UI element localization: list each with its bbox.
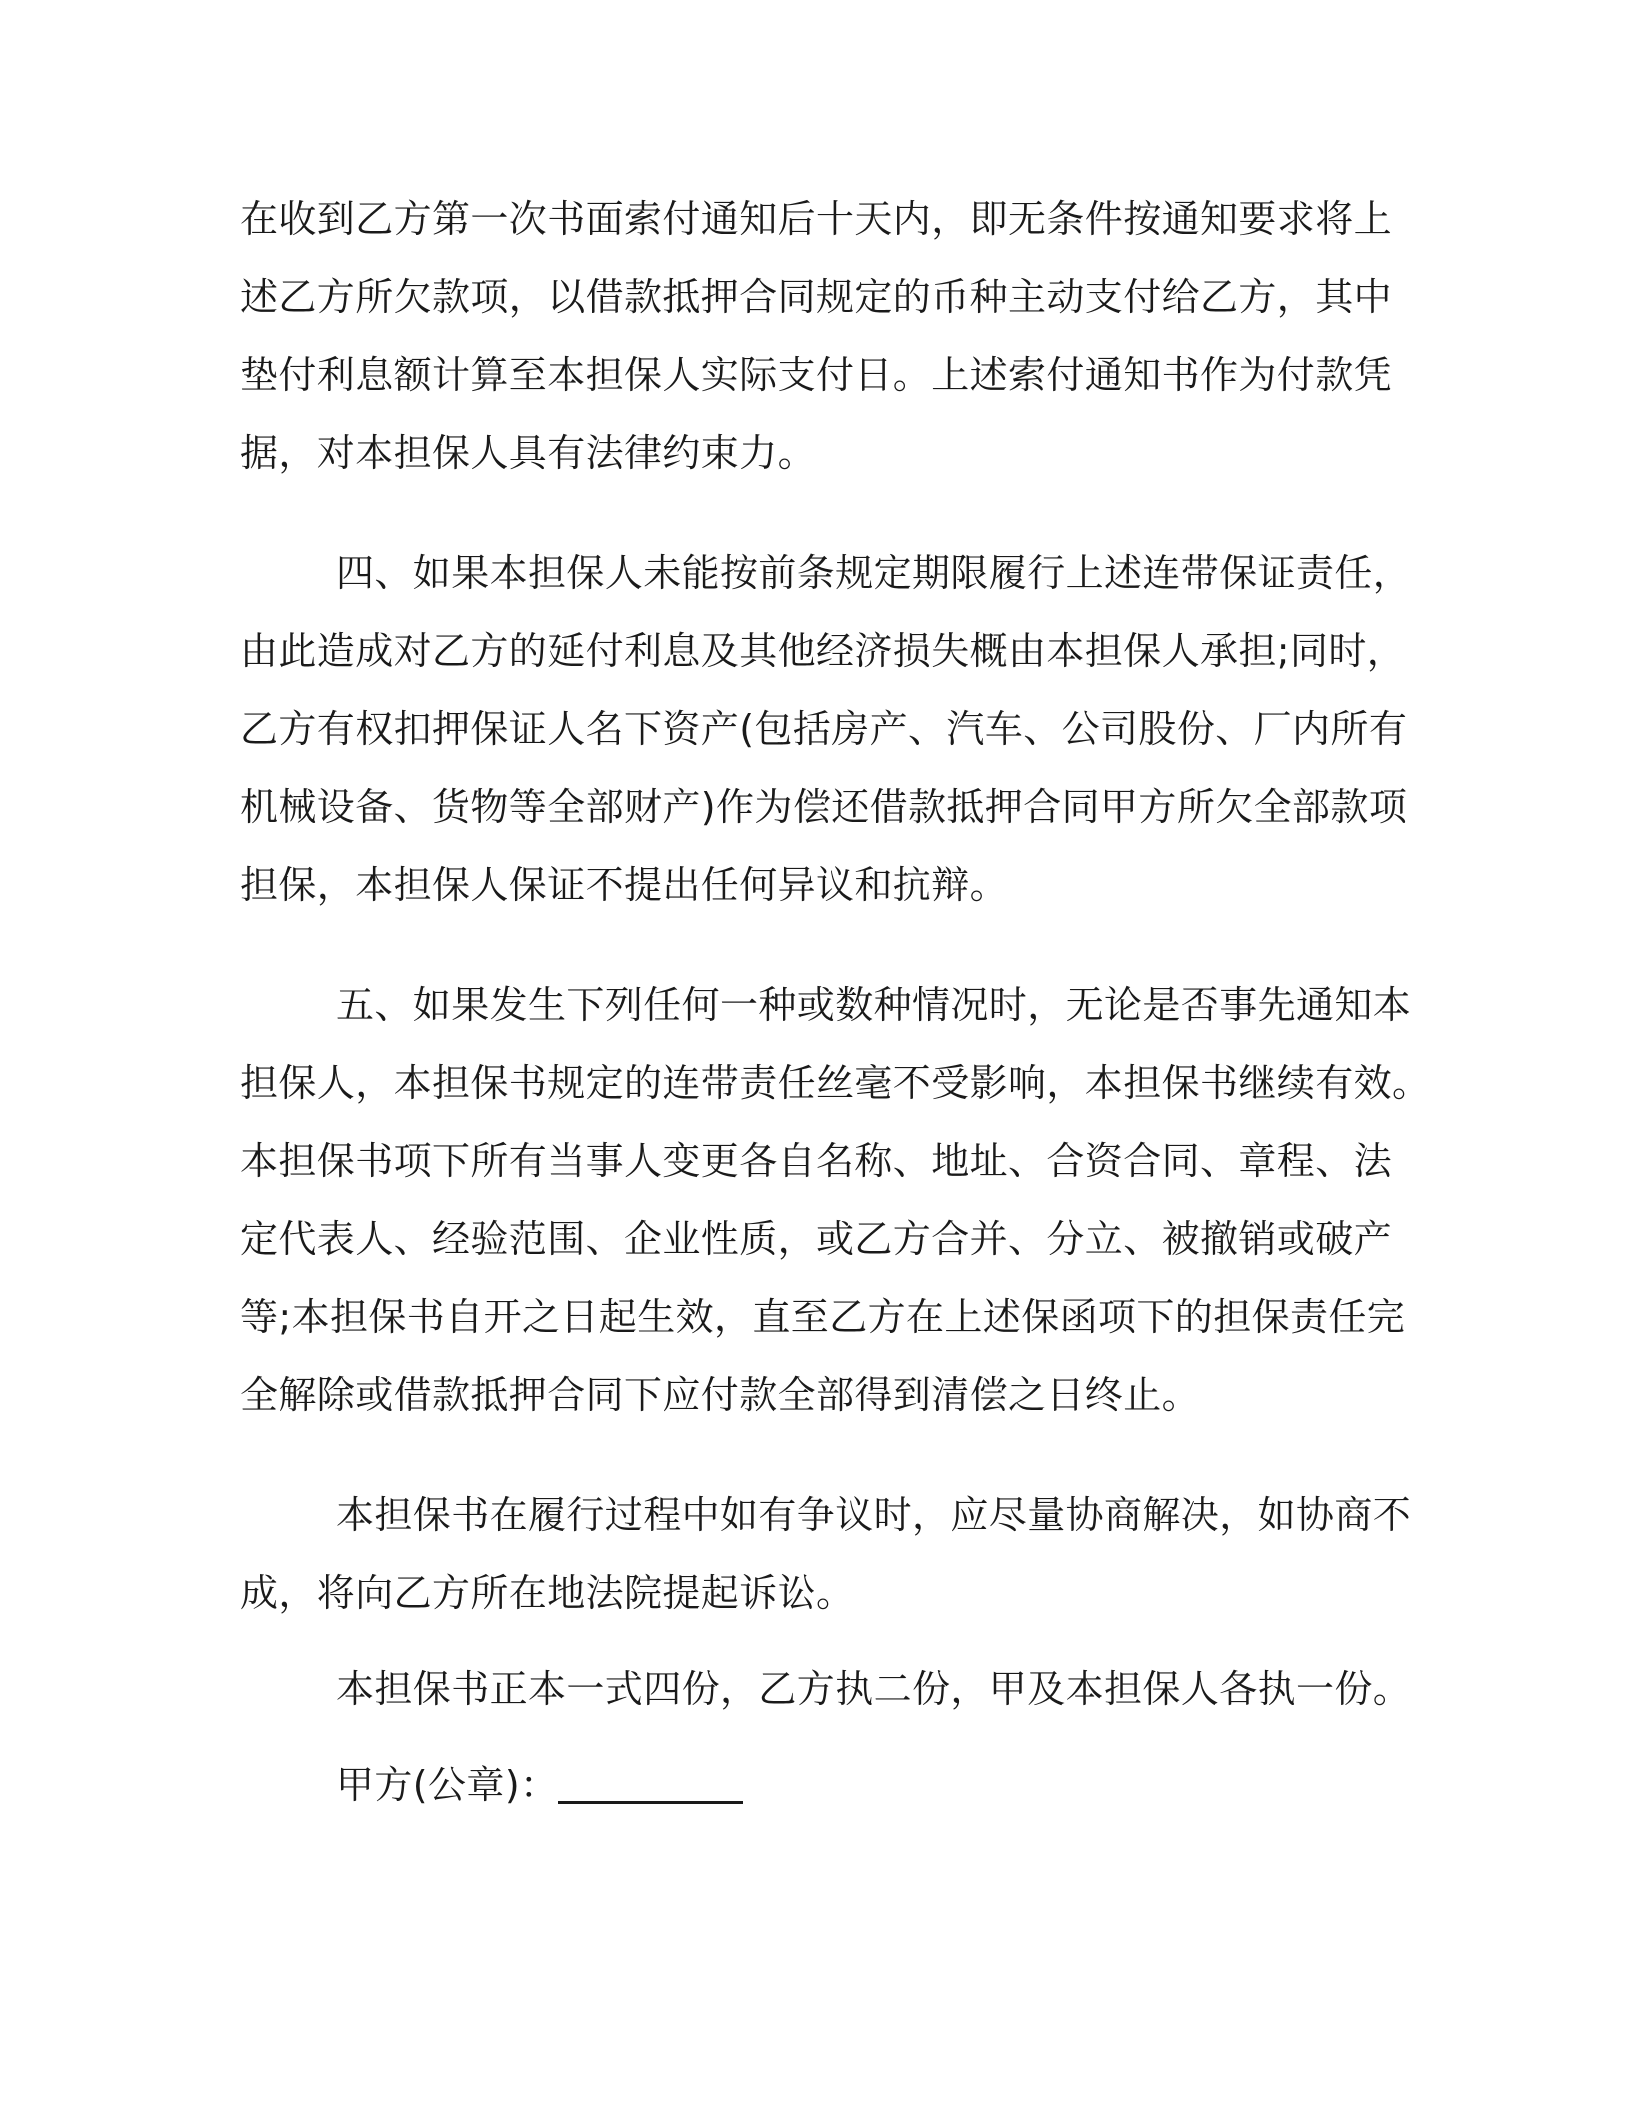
document-body <box>240 180 1431 1824</box>
signature-line <box>240 1746 1385 1824</box>
text-line: 由此造成对乙方的延付利息及其他经济损失概由本担保人承担;同时， <box>240 629 1406 673</box>
paragraph-clause-five <box>240 966 1431 1434</box>
text-line: 成，将向乙方所在地法院提起诉讼。 <box>240 1571 855 1615</box>
paragraph-dispute-resolution <box>240 1476 1412 1632</box>
paragraph-payment-obligation <box>240 180 1393 492</box>
text-line: 全解除或借款抵押合同下应付款全部得到清偿之日终止。 <box>240 1373 1201 1417</box>
text-line: 四、如果本担保人未能按前条规定期限履行上述连带保证责任， <box>336 551 1412 595</box>
text-line: 本担保书项下所有当事人变更各自名称、地址、合资合同、章程、法 <box>240 1139 1393 1183</box>
signature-blank <box>558 1801 743 1804</box>
paragraph-clause-four <box>240 534 1412 924</box>
text-line: 等;本担保书自开之日起生效，直至乙方在上述保函项下的担保责任完 <box>240 1295 1406 1339</box>
signature-row-party-a <box>240 1746 1385 1824</box>
text-line: 担保人，本担保书规定的连带责任丝毫不受影响，本担保书继续有效。 <box>240 1061 1431 1105</box>
text-line: 本担保书在履行过程中如有争议时，应尽量协商解决，如协商不 <box>336 1493 1412 1537</box>
text-line: 本担保书正本一式四份，乙方执二份，甲及本担保人各执一份。 <box>336 1667 1412 1711</box>
text-line: 据，对本担保人具有法律约束力。 <box>240 431 817 475</box>
text-line: 述乙方所欠款项，以借款抵押合同规定的币种主动支付给乙方，其中 <box>240 275 1393 319</box>
paragraph-copies <box>240 1650 1412 1728</box>
text-line: 乙方有权扣押保证人名下资产(包括房产、汽车、公司股份、厂内所有 <box>240 707 1408 751</box>
text-line: 担保，本担保人保证不提出任何异议和抗辩。 <box>240 863 1009 907</box>
text-line: 机械设备、货物等全部财产)作为偿还借款抵押合同甲方所欠全部款项 <box>240 785 1408 829</box>
text-line: 在收到乙方第一次书面索付通知后十天内，即无条件按通知要求将上 <box>240 197 1393 241</box>
signature-label: 甲方(公章)： <box>336 1763 559 1807</box>
text-line: 定代表人、经验范围、企业性质，或乙方合并、分立、被撤销或破产 <box>240 1217 1393 1261</box>
text-line: 垫付利息额计算至本担保人实际支付日。上述索付通知书作为付款凭 <box>240 353 1393 397</box>
text-line: 五、如果发生下列任何一种或数种情况时，无论是否事先通知本 <box>336 983 1412 1027</box>
